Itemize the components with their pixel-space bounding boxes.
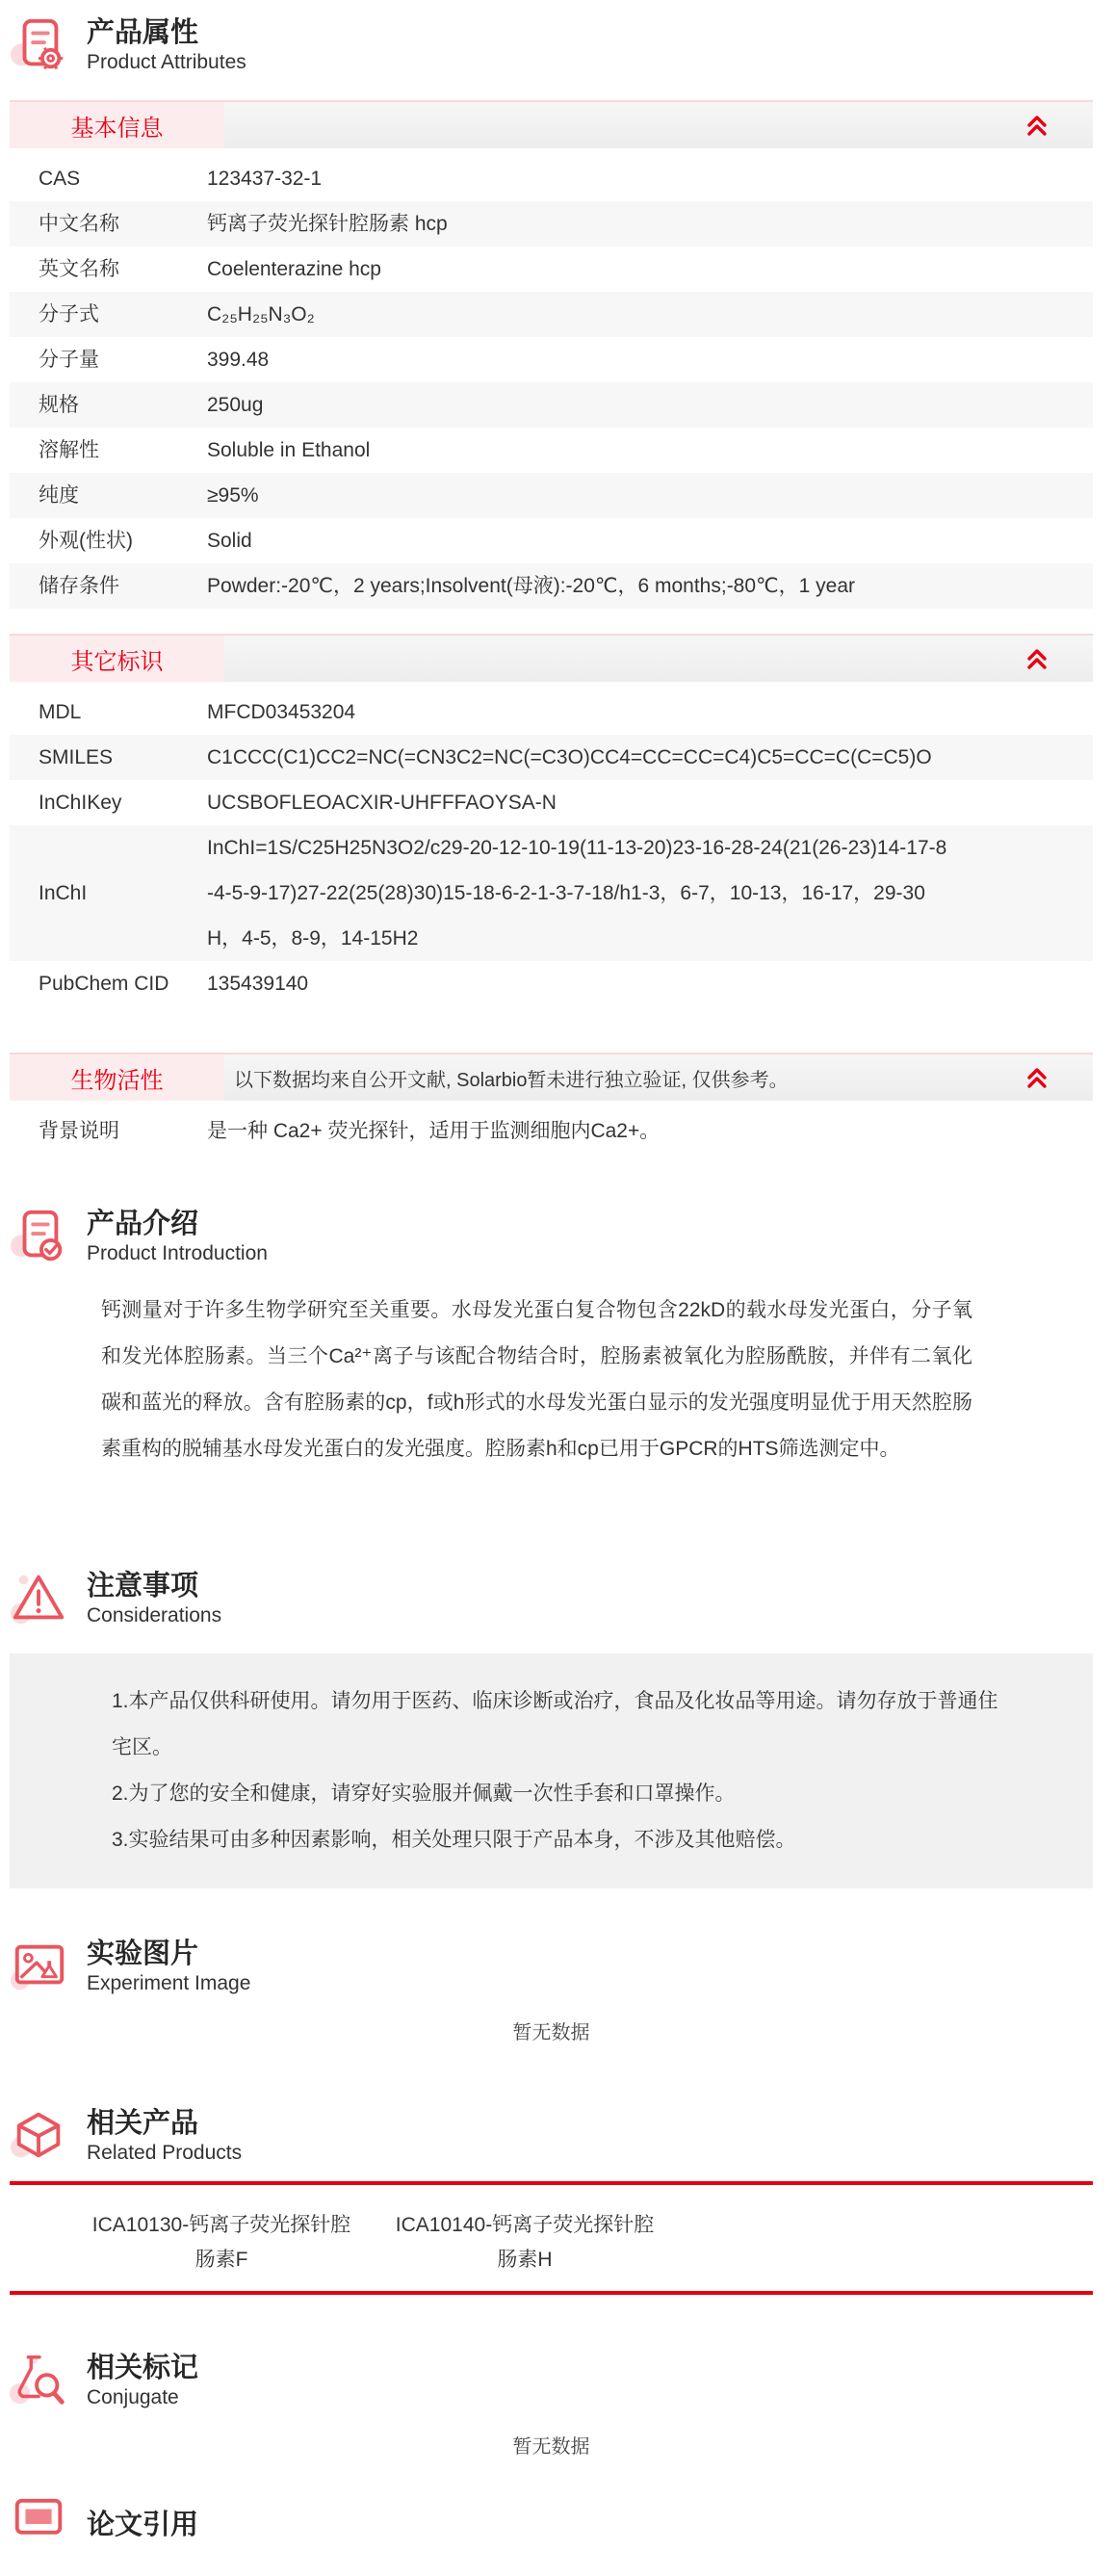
- table-row: [10, 156, 1093, 201]
- row-label: InChI: [39, 882, 88, 904]
- section-subtitle: Product Introduction: [87, 1241, 268, 1264]
- section-subtitle: Related Products: [87, 2141, 243, 2164]
- row-value: 250ug: [207, 394, 264, 416]
- table-row: [10, 518, 1093, 563]
- row-label: InChIKey: [39, 792, 122, 814]
- section-subtitle: Conjugate: [87, 2385, 179, 2408]
- row-label: 中文名称: [39, 213, 119, 235]
- considerations-box: [10, 1653, 1093, 1888]
- section-title: 论文引用: [87, 2510, 199, 2540]
- collapse-basic-info-button[interactable]: [1024, 113, 1049, 138]
- double-chevron-up-icon: [1024, 646, 1049, 671]
- collapse-bio-activity-button[interactable]: [1024, 1065, 1049, 1090]
- section-header-conjugate: [10, 2351, 1093, 2410]
- section-titles: [87, 2509, 198, 2541]
- row-label: 溶解性: [39, 439, 99, 461]
- row-value: MFCD03453204: [207, 701, 356, 723]
- section-header-related-products: [10, 2106, 1093, 2166]
- row-label: 储存条件: [39, 575, 119, 597]
- row-label: MDL: [39, 701, 82, 723]
- section-header-paper-citations: [10, 2495, 1093, 2555]
- double-chevron-up-icon: [1024, 1065, 1049, 1090]
- section-subtitle: Experiment Image: [87, 1971, 251, 1994]
- group-tab-basic-info: 基本信息: [10, 102, 224, 148]
- row-value: 399.48: [207, 349, 270, 371]
- row-value: Soluble in Ethanol: [207, 439, 371, 461]
- row-label: SMILES: [39, 746, 114, 768]
- section-header-considerations: [10, 1569, 1093, 1628]
- section-titles: [87, 2107, 242, 2166]
- row-value: Solid: [207, 530, 252, 552]
- row-value: 是一种 Ca2+ 荧光探针，适用于监测细胞内Ca2+。: [207, 1120, 661, 1142]
- section-title: 实验图片: [87, 1938, 199, 1969]
- document-check-icon: [10, 1207, 69, 1266]
- page-subtitle: Product Attributes: [87, 50, 246, 73]
- row-label: CAS: [39, 168, 81, 190]
- bio-activity-table: [10, 1108, 1093, 1154]
- table-row: [10, 337, 1093, 382]
- section-header-product-attributes: [10, 15, 1093, 75]
- notice-item: 2.为了您的安全和健康，请穿好实验服并佩戴一次性手套和口罩操作。: [112, 1782, 736, 1805]
- experiment-image-empty-state: 暂无数据: [512, 2022, 590, 2043]
- table-row: [10, 780, 1093, 825]
- row-value: 135439140: [207, 973, 309, 995]
- collapse-other-identifiers-button[interactable]: [1024, 646, 1049, 671]
- row-value: Powder:-20℃，2 years;Insolvent(母液):-20℃，6 months;-80℃，1 year: [207, 575, 855, 597]
- row-value: C₂₅H₂₅N₃O₂: [207, 303, 315, 325]
- other-identifiers-table: [10, 690, 1093, 1006]
- group-tab-bio-activity: 生物活性: [10, 1054, 224, 1101]
- row-label: 外观(性状): [39, 530, 133, 552]
- basic-info-table: [10, 156, 1093, 609]
- group-tab-other-identifiers: 其它标识: [10, 636, 224, 682]
- table-row: [10, 563, 1093, 609]
- table-row: [10, 961, 1093, 1006]
- warning-triangle-icon: [10, 1569, 69, 1628]
- notice-item: 1.本产品仅供科研使用。请勿用于医药、临床诊断或治疗，食品及化妆品等用途。请勿存放于普通住宅区。: [112, 1690, 998, 1758]
- section-titles: [87, 1938, 250, 1996]
- section-titles: [87, 1208, 268, 1266]
- row-value: 123437-32-1: [207, 168, 323, 190]
- row-value: C1CCC(C1)CC2=NC(=CN3C2=NC(=C3O)CC4=CC=CC=C4)C5=CC=C(C=C5)O: [207, 746, 932, 768]
- table-row: [10, 292, 1093, 337]
- row-label: 规格: [39, 394, 79, 416]
- section-header-product-introduction: [10, 1207, 1093, 1266]
- section-titles: [87, 2352, 198, 2410]
- row-value: ≥95%: [207, 484, 259, 507]
- related-product-link[interactable]: ICA10130-钙离子荧光探针腔肠素F: [91, 2214, 351, 2271]
- table-row: [10, 201, 1093, 247]
- table-row: [10, 473, 1093, 518]
- paper-card-icon: [10, 2495, 69, 2555]
- page-title: 产品属性: [87, 16, 199, 48]
- section-title: 注意事项: [87, 1570, 199, 1601]
- divider: [10, 2291, 1093, 2295]
- section-header-experiment-image: [10, 1937, 1093, 1996]
- group-bar-basic-info: [10, 100, 1093, 148]
- row-label: 分子式: [39, 303, 99, 325]
- section-titles: [87, 1570, 221, 1628]
- group-bar-bio-activity: [10, 1053, 1093, 1101]
- table-row: [10, 735, 1093, 780]
- table-row: [10, 1108, 1093, 1154]
- section-titles: [87, 16, 246, 75]
- related-product-link[interactable]: ICA10140-钙离子荧光探针腔肠素H: [395, 2214, 655, 2271]
- section-title: 相关标记: [87, 2352, 199, 2383]
- flask-magnifier-icon: [10, 2351, 69, 2410]
- row-value: Coelenterazine hcp: [207, 258, 381, 280]
- row-value: UCSBOFLEOACXIR-UHFFFAOYSA-N: [207, 792, 557, 814]
- notice-item: 3.实验结果可由多种因素影响，相关处理只限于产品本身，不涉及其他赔偿。: [112, 1829, 796, 1851]
- table-row: [10, 825, 1093, 961]
- conjugate-empty-state: 暂无数据: [512, 2436, 590, 2458]
- section-title: 相关产品: [87, 2107, 199, 2139]
- row-label: 分子量: [39, 349, 99, 371]
- row-label: PubChem CID: [39, 973, 169, 995]
- double-chevron-up-icon: [1024, 113, 1049, 138]
- row-value: 钙离子荧光探针腔肠素 hcp: [207, 213, 448, 235]
- row-label: 背景说明: [39, 1120, 119, 1142]
- picture-icon: [10, 1937, 69, 1996]
- table-row: [10, 247, 1093, 292]
- row-label: 纯度: [39, 484, 79, 507]
- table-row: [10, 382, 1093, 428]
- row-label: 英文名称: [39, 258, 119, 280]
- group-bar-other-identifiers: [10, 634, 1093, 682]
- section-subtitle: Considerations: [87, 1603, 222, 1626]
- table-row: [10, 690, 1093, 735]
- product-introduction-text: 钙测量对于许多生物学研究至关重要。水母发光蛋白复合物包含22kD的载水母发光蛋白，分子氧和发光体腔肠素。当三个Ca²⁺离子与该配合物结合时，腔肠素被氧化为腔肠酰胺，并伴有二氧化碳和蓝光的释放。含有腔肠素的cp，f或h形式的水母发光蛋白显示的发光强度明显优于用天然腔肠素重构的脱辅基水母发光蛋白的发光强度。腔肠素h和cp已用于GPCR的HTS筛选测定中。: [101, 1299, 972, 1460]
- package-box-icon: [10, 2106, 69, 2166]
- table-row: [10, 428, 1093, 473]
- row-value: InChI=1S/C25H25N3O2/c29-20-12-10-19(11-13-20)23-16-28-24(21(26-23)14-17-8-4-5-9-17)27-22(25(28)30)15-18-6-2-1-3-7-18/h1-3，6-7，10-13，16-17，29-30H，4-5，8-9，14-15H2: [207, 837, 947, 950]
- document-gear-icon: [10, 15, 69, 75]
- bio-activity-disclaimer: 以下数据均来自公开文献, Solarbio暂未进行独立验证, 仅供参考。: [234, 1069, 789, 1091]
- related-products-list: [10, 2185, 1093, 2291]
- section-title: 产品介绍: [87, 1208, 199, 1239]
